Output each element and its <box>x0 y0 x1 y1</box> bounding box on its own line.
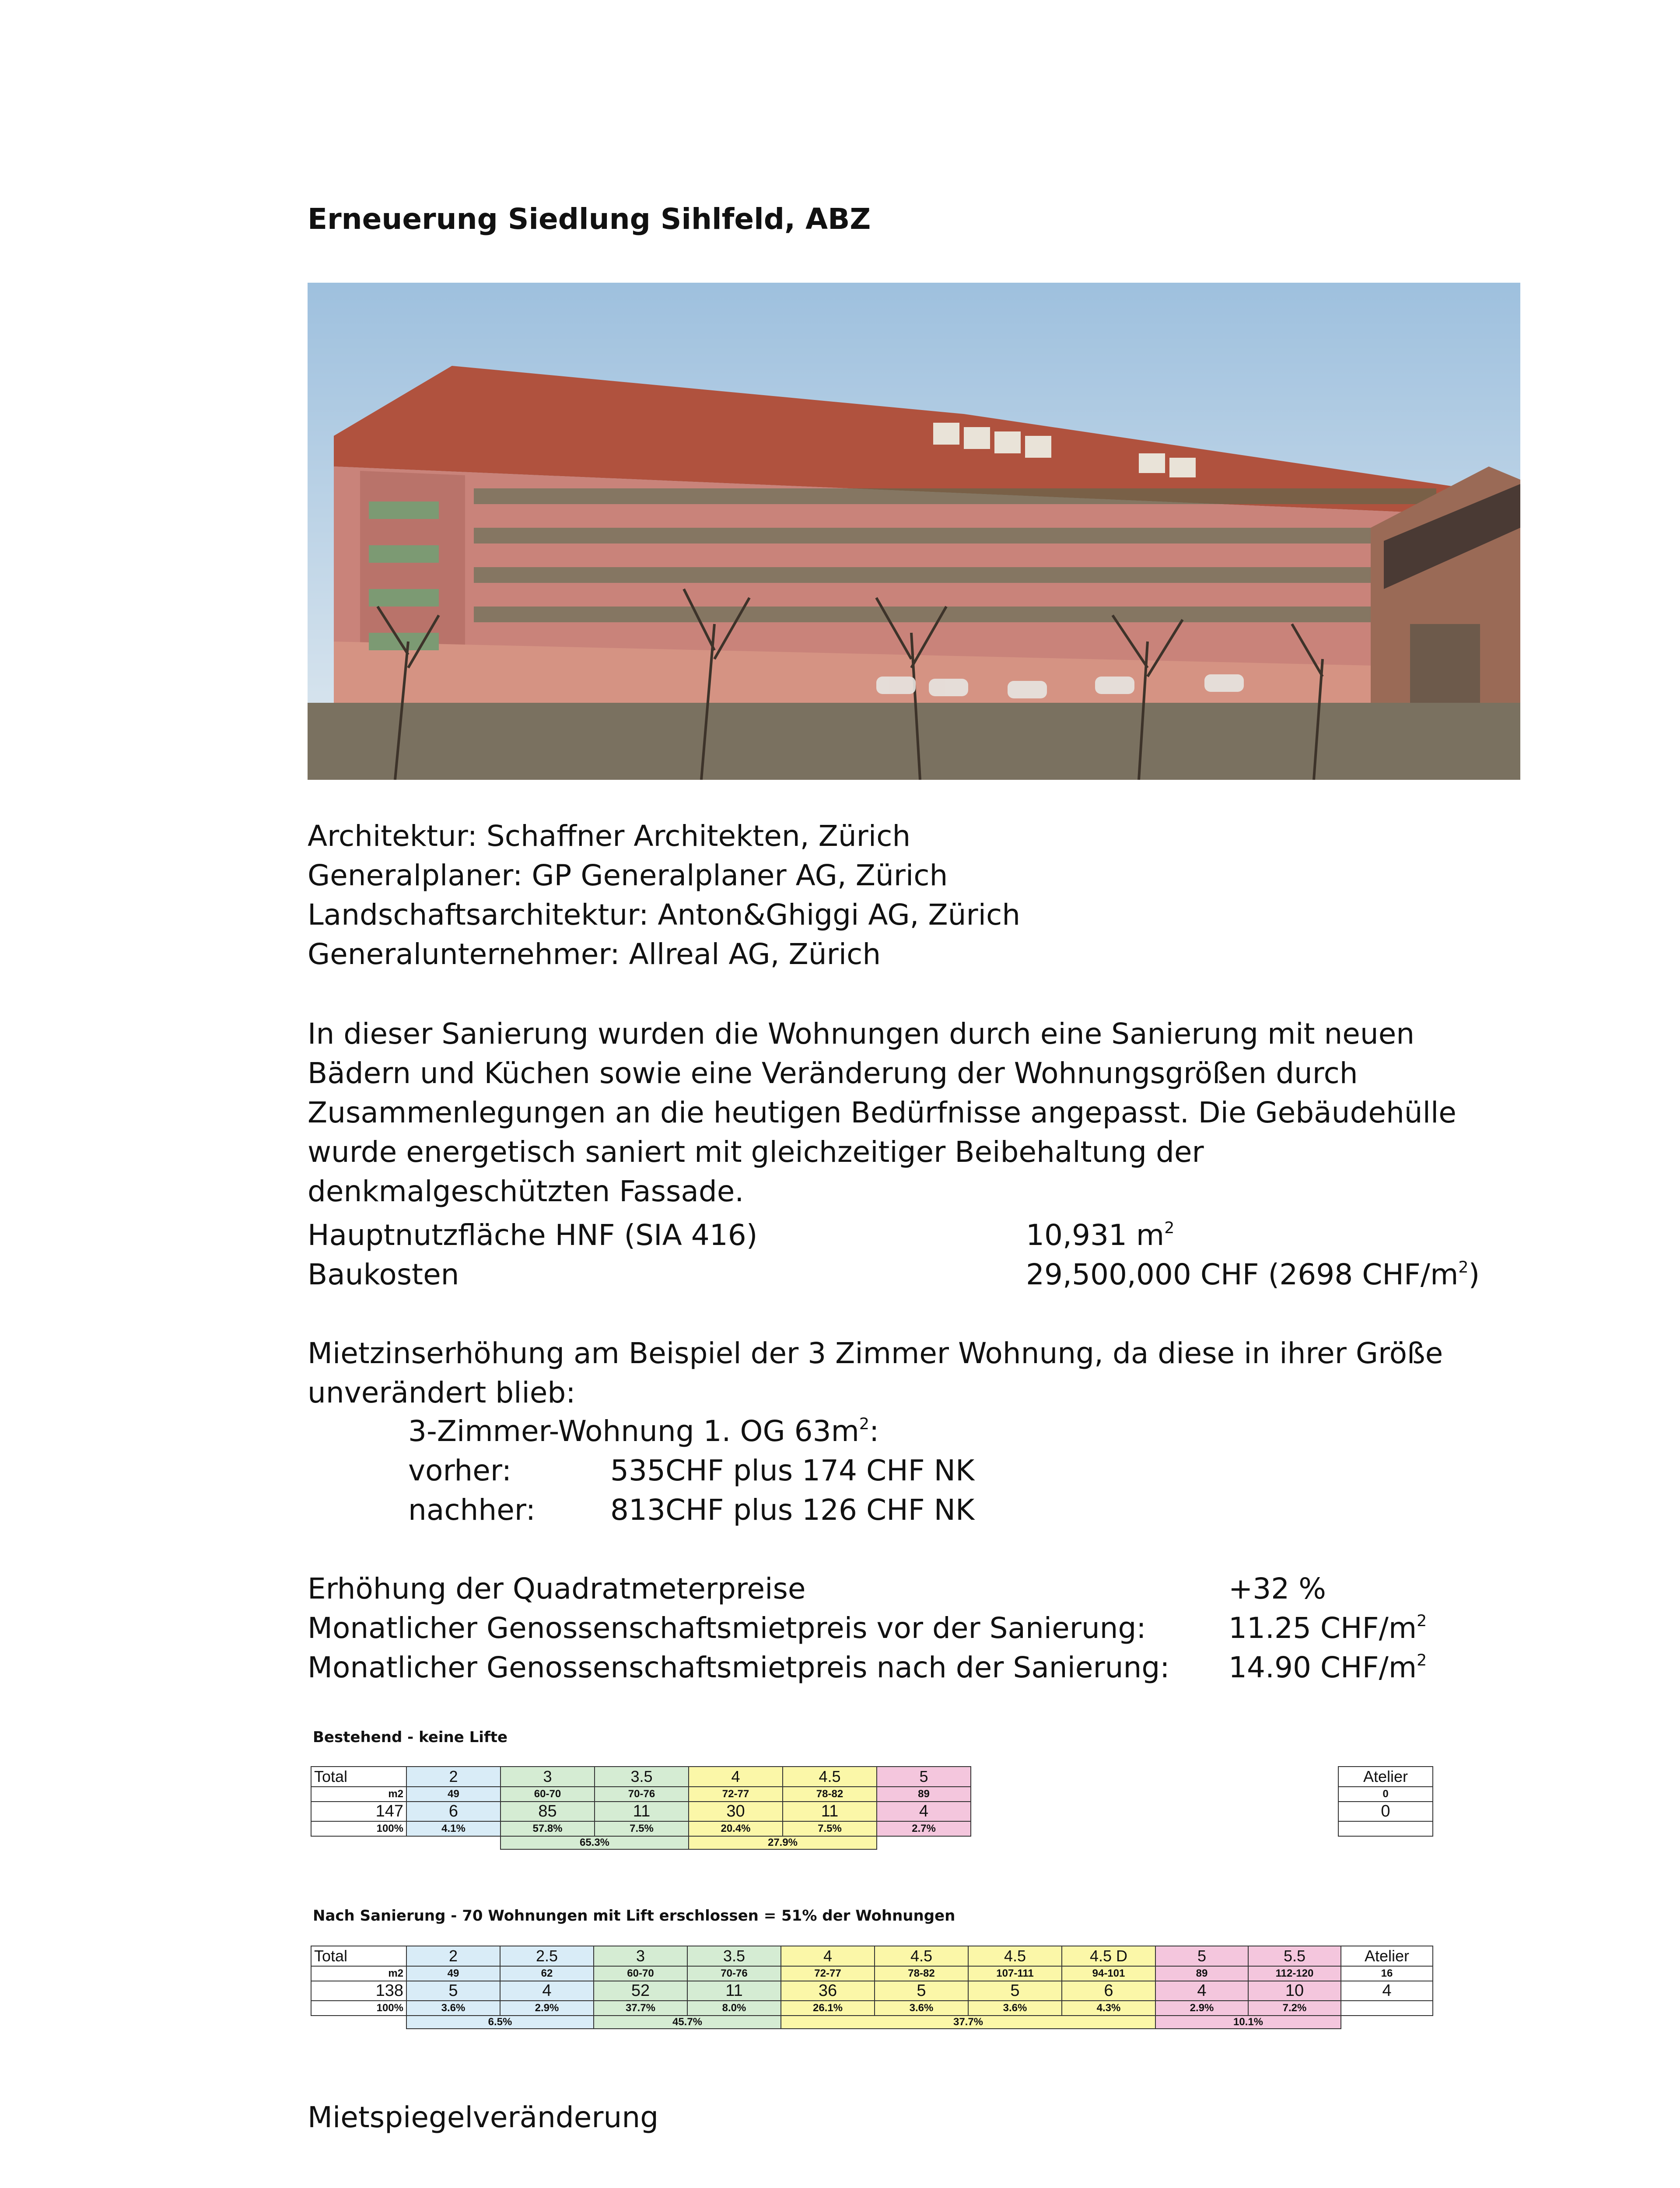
hnf-value: 10,931 $m^2$ <box>1026 1218 1175 1252</box>
table-row <box>1338 1821 1433 1836</box>
table-row <box>311 1787 971 1802</box>
header-cell: 3 <box>500 1767 595 1787</box>
pct-cell: 7.5% <box>595 1821 689 1836</box>
count-cell: 5 <box>968 1981 1062 2001</box>
header-cell: 4 <box>689 1767 783 1787</box>
count-total: 138 <box>311 1981 406 2001</box>
m2-cell: 70-76 <box>595 1787 689 1802</box>
m2-cell: 112-120 <box>1248 1966 1341 1981</box>
credit-landscape: Landschaftsarchitektur: Anton&Ghiggi AG, Zürich <box>308 898 1021 932</box>
count-cell: 36 <box>781 1981 875 2001</box>
pct-total: 100% <box>311 1821 406 1836</box>
count-cell: 85 <box>500 1802 595 1821</box>
rent-before-sqm-value: 11.25 CHF/$m^2$ <box>1228 1611 1427 1645</box>
pct-cell: 3.6% <box>968 2001 1062 2016</box>
m2-cell: 16 <box>1341 1966 1433 1981</box>
table-row <box>311 1821 971 1836</box>
table-after-caption: Nach Sanierung - 70 Wohnungen mit Lift erschlossen = 51% der Wohnungen <box>313 1907 956 1925</box>
pct-cell: 4.3% <box>1062 2001 1155 2016</box>
cost-value: 29,500,000 CHF (2698 CHF/$m^2$) <box>1026 1257 1480 1291</box>
building-photo <box>308 283 1520 780</box>
sqm-increase-value: +32 % <box>1228 1572 1326 1606</box>
sqm-increase-label: Erhöhung der Quadratmeterpreise <box>308 1572 806 1606</box>
pct-cell: 26.1% <box>781 2001 875 2016</box>
atelier-header: Atelier <box>1338 1767 1433 1787</box>
table-before-atelier <box>1338 1766 1433 1837</box>
rent-after-label: nachher: <box>408 1493 536 1527</box>
count-cell: 4 <box>1155 1981 1248 2001</box>
count-cell: 10 <box>1248 1981 1341 2001</box>
pct-cell: 2.9% <box>500 2001 594 2016</box>
group-pct-cell: 27.9% <box>689 1836 877 1849</box>
rent-before-label: vorher: <box>408 1454 512 1487</box>
table-row <box>311 1966 1433 1981</box>
m2-cell: 70-76 <box>687 1966 781 1981</box>
m2-cell: 60-70 <box>500 1787 595 1802</box>
count-cell: 4 <box>500 1981 594 2001</box>
header-cell: 3 <box>594 1946 687 1966</box>
pct-cell: 20.4% <box>689 1821 783 1836</box>
rent-after-value: 813CHF plus 126 CHF NK <box>610 1493 975 1527</box>
count-cell: 52 <box>594 1981 687 2001</box>
pct-cell: 7.2% <box>1248 2001 1341 2016</box>
pct-total: 100% <box>311 2001 406 2016</box>
pct-cell: 57.8% <box>500 1821 595 1836</box>
m2-label: m2 <box>311 1787 406 1802</box>
apartment-label: 3-Zimmer-Wohnung 1. OG $63m^2$: <box>408 1414 879 1448</box>
rent-before-sqm-label: Monatlicher Genossenschaftsmietpreis vor der Sanierung: <box>308 1611 1146 1645</box>
m2-cell: 78-82 <box>783 1787 877 1802</box>
header-cell: 4 <box>781 1946 875 1966</box>
table-after <box>311 1946 1433 2029</box>
pct-cell: 37.7% <box>594 2001 687 2016</box>
m2-cell: 72-77 <box>781 1966 875 1981</box>
header-cell: 2 <box>406 1767 500 1787</box>
credit-architecture: Architektur: Schaffner Architekten, Zürich <box>308 819 911 853</box>
m2-cell: 62 <box>500 1966 594 1981</box>
m2-cell: 89 <box>1155 1966 1248 1981</box>
rent-before-value: 535CHF plus 174 CHF NK <box>610 1454 975 1487</box>
pct-cell: 4.1% <box>406 1821 500 1836</box>
header-cell: 2.5 <box>500 1946 594 1966</box>
page-title: Erneuerung Siedlung Sihlfeld, ABZ <box>308 202 871 236</box>
atelier-count: 0 <box>1338 1802 1433 1821</box>
header-total: Total <box>311 1946 406 1966</box>
count-cell: 6 <box>406 1802 500 1821</box>
table-row <box>311 1836 971 1849</box>
header-cell: 4.5 <box>783 1767 877 1787</box>
pct-cell: 3.6% <box>406 2001 500 2016</box>
rent-index-heading: Mietspiegelveränderung <box>308 2100 659 2134</box>
count-cell: 30 <box>689 1802 783 1821</box>
group-pct-cell: 37.7% <box>781 2016 1155 2029</box>
pct-cell: 7.5% <box>783 1821 877 1836</box>
credits-block <box>308 817 1020 974</box>
description-paragraph: In dieser Sanierung wurden die Wohnungen durch eine Sanierung mit neuen Bädern und Küchen sowie eine Veränderung der Wohnungsgrößen durch Zusammenlegungen an die heutigen Bedürfnisse angepasst. Die Gebäudehülle wurde energetisch saniert mit gleichzeitiger Beibehaltung der denkmalgeschützten Fassade. <box>308 1017 1456 1208</box>
count-cell: 4 <box>877 1802 971 1821</box>
count-cell: 6 <box>1062 1981 1155 2001</box>
rent-after-sqm-value: 14.90 CHF/$m^2$ <box>1228 1650 1427 1684</box>
group-pct-cell: 45.7% <box>594 2016 781 2029</box>
header-total: Total <box>311 1767 406 1787</box>
pct-cell: 2.9% <box>1155 2001 1248 2016</box>
rent-after-sqm-label: Monatlicher Genossenschaftsmietpreis nach der Sanierung: <box>308 1651 1170 1684</box>
pct-cell: 2.7% <box>877 1821 971 1836</box>
header-cell: 2 <box>406 1946 500 1966</box>
m2-cell: 60-70 <box>594 1966 687 1981</box>
rent-intro: Mietzinserhöhung am Beispiel der 3 Zimmer Wohnung, da diese in ihrer Größe unverändert blieb: <box>308 1336 1443 1410</box>
header-cell: 5 <box>1155 1946 1248 1966</box>
header-cell: Atelier <box>1341 1946 1433 1966</box>
table-before <box>311 1766 971 1850</box>
header-cell: 5 <box>877 1767 971 1787</box>
table-row <box>1338 1787 1433 1802</box>
atelier-m2: 0 <box>1338 1787 1433 1802</box>
m2-cell: 89 <box>877 1787 971 1802</box>
m2-cell: 94-101 <box>1062 1966 1155 1981</box>
credit-contractor: Generalunternehmer: Allreal AG, Zürich <box>308 937 881 971</box>
credit-general-planner: Generalplaner: GP Generalplaner AG, Zürich <box>308 859 948 892</box>
table-row <box>1338 1767 1433 1787</box>
header-cell: 3.5 <box>595 1767 689 1787</box>
count-total: 147 <box>311 1802 406 1821</box>
count-cell: 11 <box>783 1802 877 1821</box>
table-row <box>311 1767 971 1787</box>
header-cell: 4.5 <box>968 1946 1062 1966</box>
pct-cell: 3.6% <box>875 2001 968 2016</box>
pct-cell <box>1341 2001 1433 2016</box>
header-cell: 5.5 <box>1248 1946 1341 1966</box>
count-cell: 4 <box>1341 1981 1433 2001</box>
pct-cell: 8.0% <box>687 2001 781 2016</box>
count-cell: 11 <box>595 1802 689 1821</box>
m2-cell: 107-111 <box>968 1966 1062 1981</box>
m2-cell: 49 <box>406 1966 500 1981</box>
table-row <box>311 1802 971 1821</box>
hnf-label: Hauptnutzfläche HNF (SIA 416) <box>308 1218 758 1252</box>
table-row <box>311 1981 1433 2001</box>
header-cell: 3.5 <box>687 1946 781 1966</box>
cost-label: Baukosten <box>308 1258 459 1291</box>
m2-label: m2 <box>311 1966 406 1981</box>
header-cell: 4.5 <box>875 1946 968 1966</box>
count-cell: 5 <box>406 1981 500 2001</box>
table-row <box>311 1946 1433 1966</box>
count-cell: 5 <box>875 1981 968 2001</box>
table-row <box>311 2016 1433 2029</box>
table-before-caption: Bestehend - keine Lifte <box>313 1729 508 1746</box>
group-pct-cell: 6.5% <box>406 2016 594 2029</box>
table-row <box>311 2001 1433 2016</box>
group-pct-cell: 65.3% <box>500 1836 689 1849</box>
m2-cell: 49 <box>406 1787 500 1802</box>
atelier-pct <box>1338 1821 1433 1836</box>
count-cell: 11 <box>687 1981 781 2001</box>
table-row <box>1338 1802 1433 1821</box>
m2-cell: 72-77 <box>689 1787 783 1802</box>
m2-cell: 78-82 <box>875 1966 968 1981</box>
header-cell: 4.5 D <box>1062 1946 1155 1966</box>
group-pct-cell: 10.1% <box>1155 2016 1341 2029</box>
